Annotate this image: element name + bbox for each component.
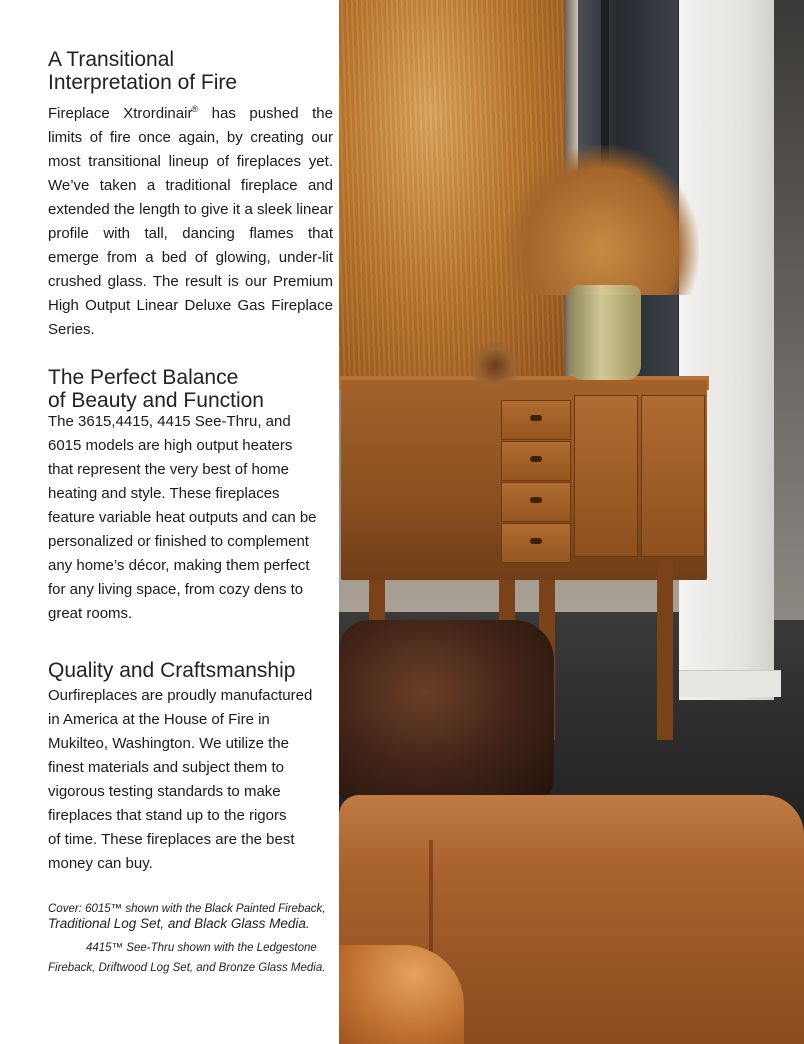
paragraph-quality bbox=[48, 684, 333, 876]
text-line: heating and style. These fireplaces bbox=[48, 485, 280, 502]
text-line: fireplaces that stand up to the rigors bbox=[48, 807, 287, 824]
pillar-base bbox=[679, 670, 781, 697]
text-line: Mukilteo, Washington. We utilize the bbox=[48, 735, 289, 752]
heading-line: Quality and Craftsmanship bbox=[48, 659, 296, 682]
text-line: that represent the very best of home bbox=[48, 461, 289, 478]
leather-armchair bbox=[339, 620, 554, 800]
cabinet-door bbox=[574, 395, 638, 557]
paragraph-balance bbox=[48, 410, 333, 626]
heading-line: Interpretation of Fire bbox=[48, 71, 238, 94]
text-line: finest materials and subject them to bbox=[48, 759, 284, 776]
paragraph-transitional bbox=[48, 102, 333, 342]
heading-transitional bbox=[48, 48, 237, 94]
caption-seethru-2: Fireback, Driftwood Log Set, and Bronze Glass Media. bbox=[48, 962, 326, 974]
text-line: 6015 models are high output heaters bbox=[48, 437, 293, 454]
cabinet-drawer bbox=[501, 441, 571, 481]
text-line: personalized or finished to complement bbox=[48, 533, 309, 550]
cabinet-door bbox=[641, 395, 705, 557]
decorative-urchin bbox=[465, 342, 525, 390]
glass-vase bbox=[569, 285, 641, 380]
heading-quality bbox=[48, 659, 295, 682]
text-line: feature variable heat outputs and can be bbox=[48, 509, 317, 526]
cabinet-drawer bbox=[501, 482, 571, 522]
text-line: in America at the House of Fire in bbox=[48, 711, 270, 728]
text-line: of time. These fireplaces are the best bbox=[48, 831, 295, 848]
cabinet-drawer bbox=[501, 400, 571, 440]
caption-seethru-1: 4415™ See-Thru shown with the Ledgestone bbox=[86, 942, 317, 954]
caption-cover-2: Traditional Log Set, and Black Glass Media. bbox=[48, 916, 310, 931]
brand-name: Fireplace Xtrordinair bbox=[48, 105, 193, 122]
text-line: Ourfireplaces are proudly manufactured bbox=[48, 687, 313, 704]
paragraph-text: has pushed the limits of fire once again, by creating our most transitional lineup of fireplaces yet. We’ve taken a traditional fireplace and extended the length to give it a sleek linear profile with tall, dancing flames that emerge from a bed of glowing, under-lit crushed glass. The result is our Premium High Output Linear Deluxe Gas Fireplace Series. bbox=[48, 105, 333, 338]
dried-grass-bouquet bbox=[504, 145, 699, 295]
registered-mark: ® bbox=[191, 104, 199, 114]
heading-line: The Perfect Balance bbox=[48, 366, 239, 389]
text-line: money can buy. bbox=[48, 855, 153, 872]
text-line: The 3615,4415, 4415 See-Thru, and bbox=[48, 413, 291, 430]
text-column bbox=[0, 0, 339, 1044]
caption-cover-1: Cover: 6015™ shown with the Black Painted Fireback, bbox=[48, 903, 326, 915]
cabinet-drawer bbox=[501, 523, 571, 563]
adjacent-room bbox=[774, 0, 804, 620]
text-line: vigorous testing standards to make bbox=[48, 783, 281, 800]
heading-balance bbox=[48, 366, 264, 412]
white-pillar bbox=[679, 0, 774, 700]
heading-line: of Beauty and Function bbox=[48, 389, 264, 412]
text-line: great rooms. bbox=[48, 605, 133, 622]
text-line: for any living space, from cozy dens to bbox=[48, 581, 304, 598]
heading-line: A Transitional bbox=[48, 48, 175, 71]
text-line: any home’s décor, making them perfect bbox=[48, 557, 310, 574]
interior-photo bbox=[339, 0, 804, 1044]
cabinet-leg bbox=[657, 560, 673, 740]
